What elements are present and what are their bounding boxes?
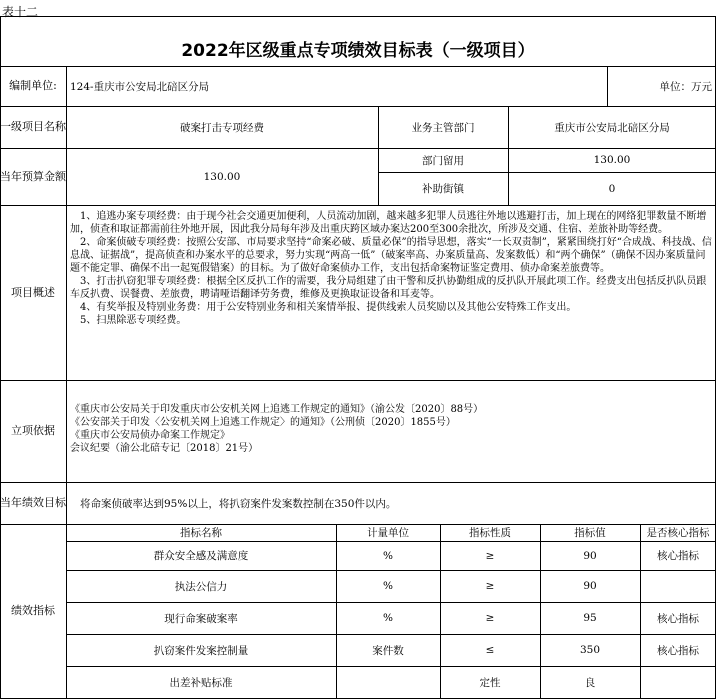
org-value: 124-重庆市公安局北碚区分局 [70,80,210,93]
indicator-name: 现行命案破案率 [164,612,238,625]
dept-retain-value: 130.00 [593,154,631,166]
indicator-nature: ≥ [485,549,495,562]
indicator-name: 群众安全感及满意度 [153,550,249,562]
overview-line: 3、打击扒窃犯罪专项经费：根据全区反扒工作的需要，我分局组建了由干警和反扒协勤组成的反扒队开展此项工作。经费支出包括反扒队员跟车反扒费、误餐费、差旅费，聘请哑语翻译劳务费，维修及更换取证设备和耳麦等。 [70,276,707,300]
goal-label: 当年绩效目标 [0,496,66,509]
indicator-core: 核心指标 [657,550,699,562]
indicator-header: 指标值 [574,527,606,539]
org-label: 编制单位: [9,79,57,92]
basis-text [70,403,712,481]
dept-value: 重庆市公安局北碚区分局 [554,121,670,134]
indicator-core: 核心指标 [657,644,699,657]
goal-text: 将命案侦破率达到95%以上，将扒窃案件发案数控制在350件以内。 [80,497,397,510]
indicator-header: 指标性质 [469,527,511,539]
dept-retain-label: 部门留用 [422,154,464,167]
overview-line: 1、追逃办案专项经费：由于现今社会交通更加便利，人员流动加剧，越来越多犯罪人员逃往外地以逃避打击，加上现在的网络犯罪数量不断增加，侦查和取证都需前往外地开展，因此我分局每年涉及出重庆跨区域办案达200至300余批次，所涉及交通、住宿、差旅补助等经费。 [70,211,707,235]
indicator-unit: % [383,549,393,562]
indicator-header: 计量单位 [367,527,409,539]
indicator-label: 绩效指标 [11,604,55,617]
indicator-header: 是否核心指标 [646,527,710,539]
overview-label: 项目概述 [11,285,55,299]
indicator-value: 350 [579,644,601,656]
indicator-unit: % [383,612,393,624]
basis-label: 立项依据 [11,424,55,437]
indicator-nature: ≥ [485,580,495,592]
basis-line: 会议纪要（渝公北碚专记〔2018〕21号） [70,443,259,454]
indicator-name: 扒窃案件发案控制量 [153,644,249,657]
unit-label: 单位：万元 [659,80,712,93]
indicator-nature: ≤ [485,644,495,656]
indicator-value: 95 [583,612,597,624]
indicator-core [640,666,716,698]
basis-line: 《重庆市公安局侦办命案工作规定》 [70,430,230,441]
subsidy-label: 补助街镇 [422,183,464,195]
budget-label: 当年预算金额 [0,169,66,183]
project-name-label: 一级项目名称 [0,120,66,133]
indicator-unit: % [383,580,393,592]
indicator-header: 指标名称 [180,527,222,539]
indicator-core [640,570,716,602]
budget-value: 130.00 [203,170,241,183]
indicator-value: 90 [583,580,597,592]
indicator-name: 执法公信力 [174,580,228,593]
indicator-core: 核心指标 [657,612,699,625]
page-title: 2022年区级重点专项绩效目标表（一级项目） [181,41,535,61]
overview-line: 4、有奖举报及特别业务费：用于公安特别业务和相关案情举报、提供线索人员奖励以及其他公安特殊工作支出。 [80,302,577,313]
project-name: 破案打击专项经费 [180,121,264,134]
basis-line: 《重庆市公安局关于印发重庆市公安机关网上追逃工作规定的通知》（渝公发〔2020〕88号） [70,404,484,415]
indicator-unit: 案件数 [372,644,404,657]
indicator-value: 90 [583,549,597,562]
overview-line: 2、命案侦破专项经费：按照公安部、市局要求坚持“命案必破、质量必保”的指导思想，落实“一长双责制”，紧紧围绕打好“合成战、科技战、信息战、证据战”，提高侦查和办案水平的总要求，努力实现“两高一低”（破案率高、办案质量高、发案数低）和“两个确保”（确保不因办案质量问题不能定罪、确保不出一起冤假错案）的目标。为了做好命案侦办工作，支出包括命案物证鉴定费用、侦办命案差旅费等。 [70,237,712,274]
sheet-tag: 表十二 [2,5,39,19]
indicator-value: 良 [584,676,596,689]
overview-text [70,210,712,378]
basis-line: 《公安部关于印发〈公安机关网上追逃工作规定〉的通知》（公刑侦〔2020〕1855号） [70,417,456,428]
subsidy-value: 0 [608,182,616,195]
indicator-name: 出差补贴标准 [169,676,233,689]
indicator-nature: ≥ [485,612,495,624]
indicator-nature: 定性 [479,676,501,689]
indicator-unit [336,666,440,698]
overview-line: 5、扫黑除恶专项经费。 [80,315,187,326]
dept-label: 业务主管部门 [411,121,475,134]
